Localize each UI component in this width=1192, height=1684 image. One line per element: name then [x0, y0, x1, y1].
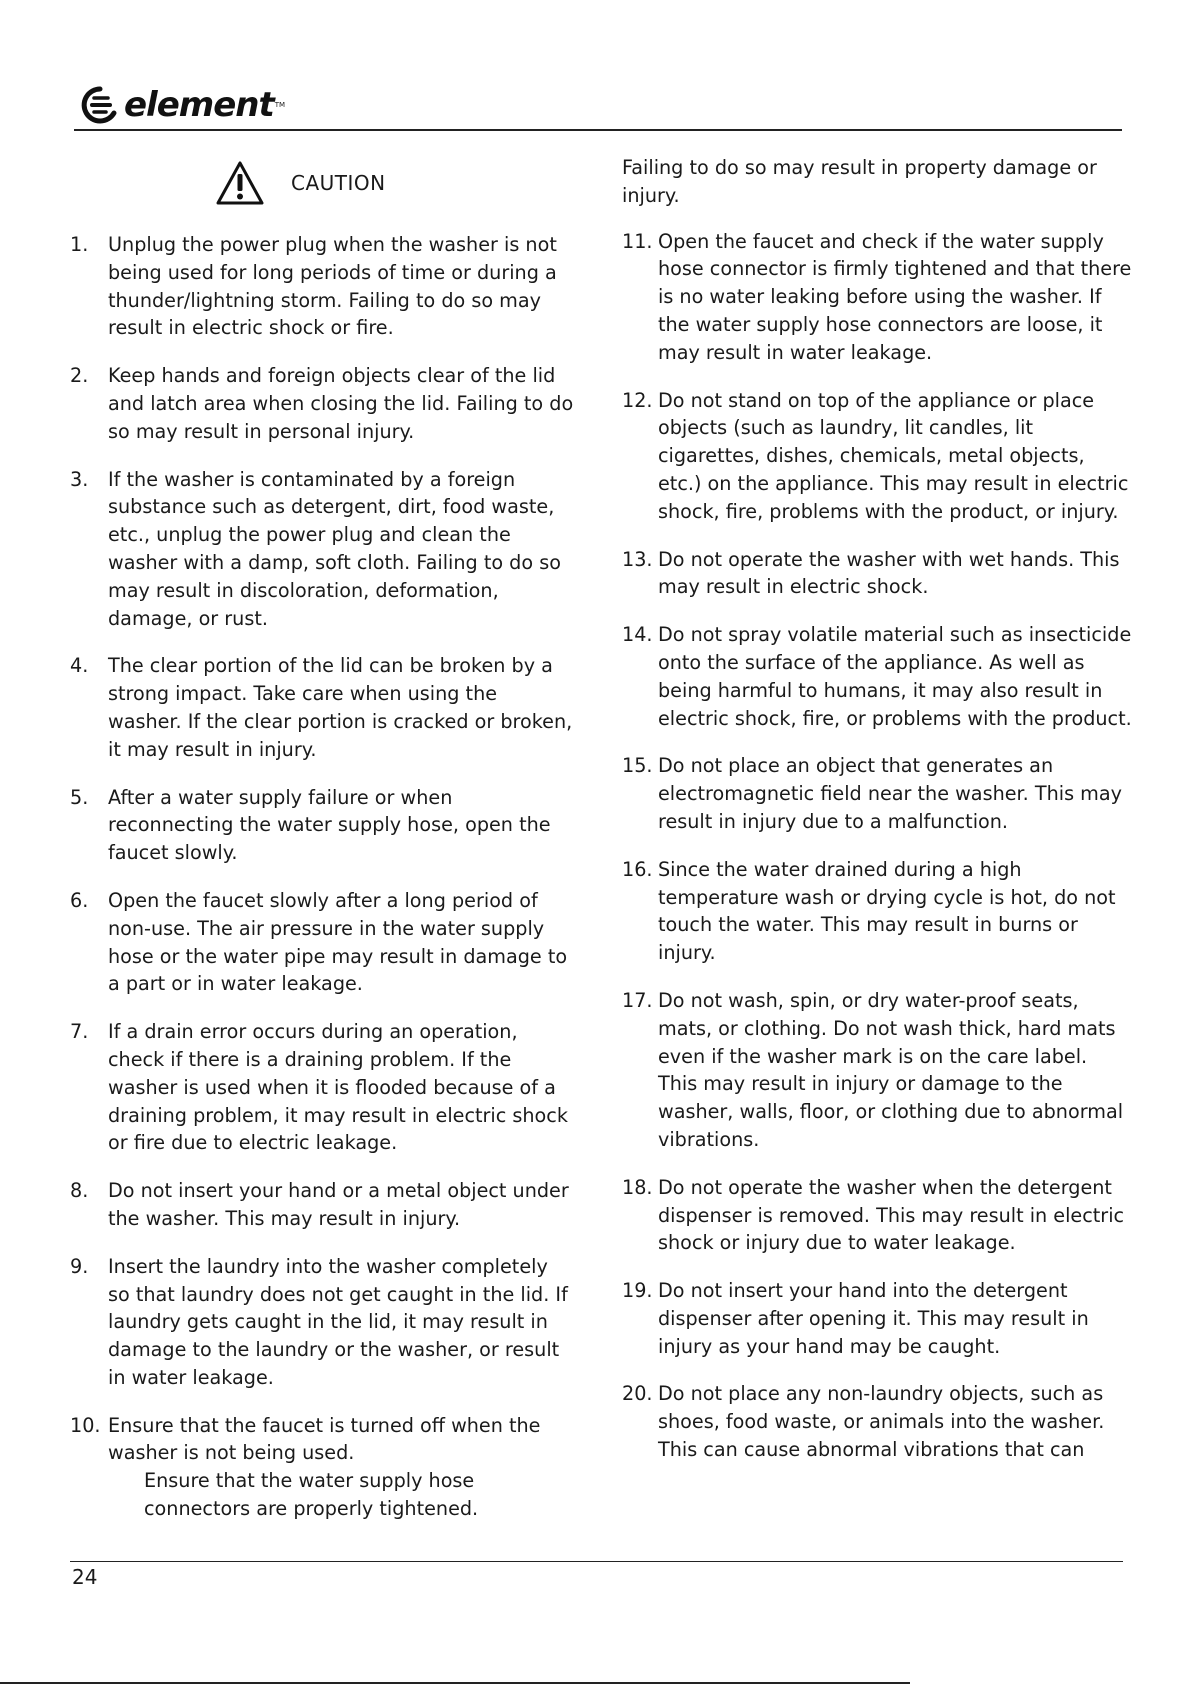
list-item — [622, 546, 1132, 602]
element-logo-icon — [80, 85, 120, 125]
brand-trademark: TM — [274, 101, 286, 109]
list-item — [70, 231, 575, 342]
warning-triangle-icon — [215, 160, 265, 206]
page-number: 24 — [72, 1565, 98, 1589]
list-item — [622, 856, 1132, 967]
item-number: 2. — [70, 364, 89, 388]
item-text: Do not spray volatile material such as insecticide onto the surface of the appliance. As well as being harmful to humans, it may also result in electric shock, fire, or problems with the product. — [658, 623, 1132, 730]
list-item — [70, 1412, 575, 1468]
item-text: If a drain error occurs during an operation, check if there is a draining problem. If the washer is used when it is flooded because of a draining problem, it may result in electric shock or fire due to electric leakage. — [108, 1020, 568, 1155]
list-item — [622, 387, 1132, 526]
item-text: Unplug the power plug when the washer is not being used for long periods of time or during a thunder/lightning storm. Failing to do so may result in electric shock or fire. — [108, 233, 557, 340]
item-number: 15. — [622, 754, 653, 778]
item-number: 18. — [622, 1175, 653, 1199]
list-item — [70, 784, 575, 867]
item-number: 17. — [622, 988, 653, 1012]
list-item — [70, 466, 575, 633]
item-number: 5. — [70, 785, 89, 809]
list-item — [622, 228, 1132, 367]
item-number: 12. — [622, 388, 653, 412]
list-item — [70, 652, 575, 763]
caution-label: CAUTION — [291, 171, 386, 195]
item-number: 1. — [70, 233, 89, 256]
item-text: After a water supply failure or when reconnecting the water supply hose, open the faucet slowly. — [108, 785, 551, 865]
item-number: 13. — [622, 547, 653, 571]
item-text: Do not place any non-laundry objects, such as shoes, food waste, or animals into the washer. This can cause abnormal vibrations that can — [658, 1382, 1105, 1462]
item-sub-note: Ensure that the water supply hose connectors are properly tightened. — [144, 1469, 479, 1521]
item-text: Open the faucet slowly after a long period of non-use. The air pressure in the water supply hose or the water pipe may result in damage to a part or in water leakage. — [108, 888, 568, 996]
item-number: 9. — [70, 1254, 89, 1278]
header-rule — [74, 129, 1122, 131]
item-text: Do not operate the washer when the detergent dispenser is removed. This may result in electric shock or injury due to water leakage. — [658, 1175, 1125, 1255]
item-number: 20. — [622, 1382, 653, 1406]
list-item — [70, 1253, 575, 1392]
item-number: 7. — [70, 1020, 89, 1044]
list-item — [70, 362, 575, 445]
item-number: 11. — [622, 229, 653, 253]
item-number: 8. — [70, 1179, 89, 1203]
item-text: Do not wash, spin, or dry water-proof seats, mats, or clothing. Do not wash thick, hard mats even if the washer mark is on the care label. This may result in injury or damage to the washer, walls, floor, or clothing due to abnormal vibrations. — [658, 988, 1124, 1151]
list-item — [622, 1380, 1132, 1463]
item-text: The clear portion of the lid can be broken by a strong impact. Take care when using the washer. If the clear portion is cracked or broken, it may result in injury. — [108, 654, 573, 761]
item-text: Keep hands and foreign objects clear of the lid and latch area when closing the lid. Failing to do so may result in personal injury. — [108, 364, 574, 443]
list-item — [622, 987, 1132, 1154]
item-text: Do not stand on top of the appliance or place objects (such as laundry, lit candles, lit cigarettes, dishes, chemicals, metal objects, etc.) on the appliance. This may result in electric shock, fire, problems with the product, or injury. — [658, 388, 1129, 523]
item-text: Do not insert your hand into the detergent dispenser after opening it. This may result in injury as your hand may be caught. — [658, 1279, 1089, 1358]
item-number: 14. — [622, 623, 653, 647]
continuation-text: Failing to do so may result in property damage or injury. — [622, 156, 1097, 207]
item-number: 19. — [622, 1279, 653, 1303]
list-item — [70, 1018, 575, 1157]
item-text: Since the water drained during a high temperature wash or drying cycle is hot, do not touch the water. This may result in burns or injury. — [658, 857, 1116, 965]
brand-name: element — [124, 85, 274, 125]
list-item — [70, 1177, 575, 1233]
item-number: 3. — [70, 467, 89, 491]
footer-rule — [70, 1561, 1123, 1562]
left-column — [70, 231, 575, 1541]
item-text: If the washer is contaminated by a foreign substance such as detergent, dirt, food waste, etc., unplug the power plug and clean the washer with a damp, soft cloth. Failing to do so may result in discoloration, deformation, damage, or rust. — [108, 467, 561, 630]
item-number: 16. — [622, 857, 653, 881]
right-column — [622, 154, 1132, 1484]
item-text: Do not operate the washer with wet hands. This may result in electric shock. — [658, 547, 1120, 599]
list-item — [70, 887, 575, 998]
brand-logo — [80, 84, 285, 126]
item-text: Open the faucet and check if the water supply hose connector is firmly tightened and that there is no water leaking before using the washer. If the water supply hose connectors are loose, it may result in water leakage. — [658, 229, 1132, 364]
item-text: Do not insert your hand or a metal object under the washer. This may result in injury. — [108, 1179, 569, 1230]
item-text: Insert the laundry into the washer completely so that laundry does not get caught in the lid. If laundry gets caught in the lid, it may result in damage to the laundry or the washer, or result in water leakage. — [108, 1254, 568, 1389]
item-text: Do not place an object that generates an electromagnetic field near the washer. This may result in injury due to a malfunction. — [658, 754, 1122, 833]
item-number: 10. — [70, 1413, 101, 1437]
list-item — [622, 1174, 1132, 1257]
list-item — [622, 752, 1132, 835]
caution-heading — [215, 158, 386, 208]
list-item — [622, 1277, 1132, 1360]
item-number: 4. — [70, 654, 89, 678]
item-number: 6. — [70, 888, 89, 912]
list-item — [622, 621, 1132, 732]
item-text: Ensure that the faucet is turned off when the washer is not being used. — [108, 1413, 541, 1465]
